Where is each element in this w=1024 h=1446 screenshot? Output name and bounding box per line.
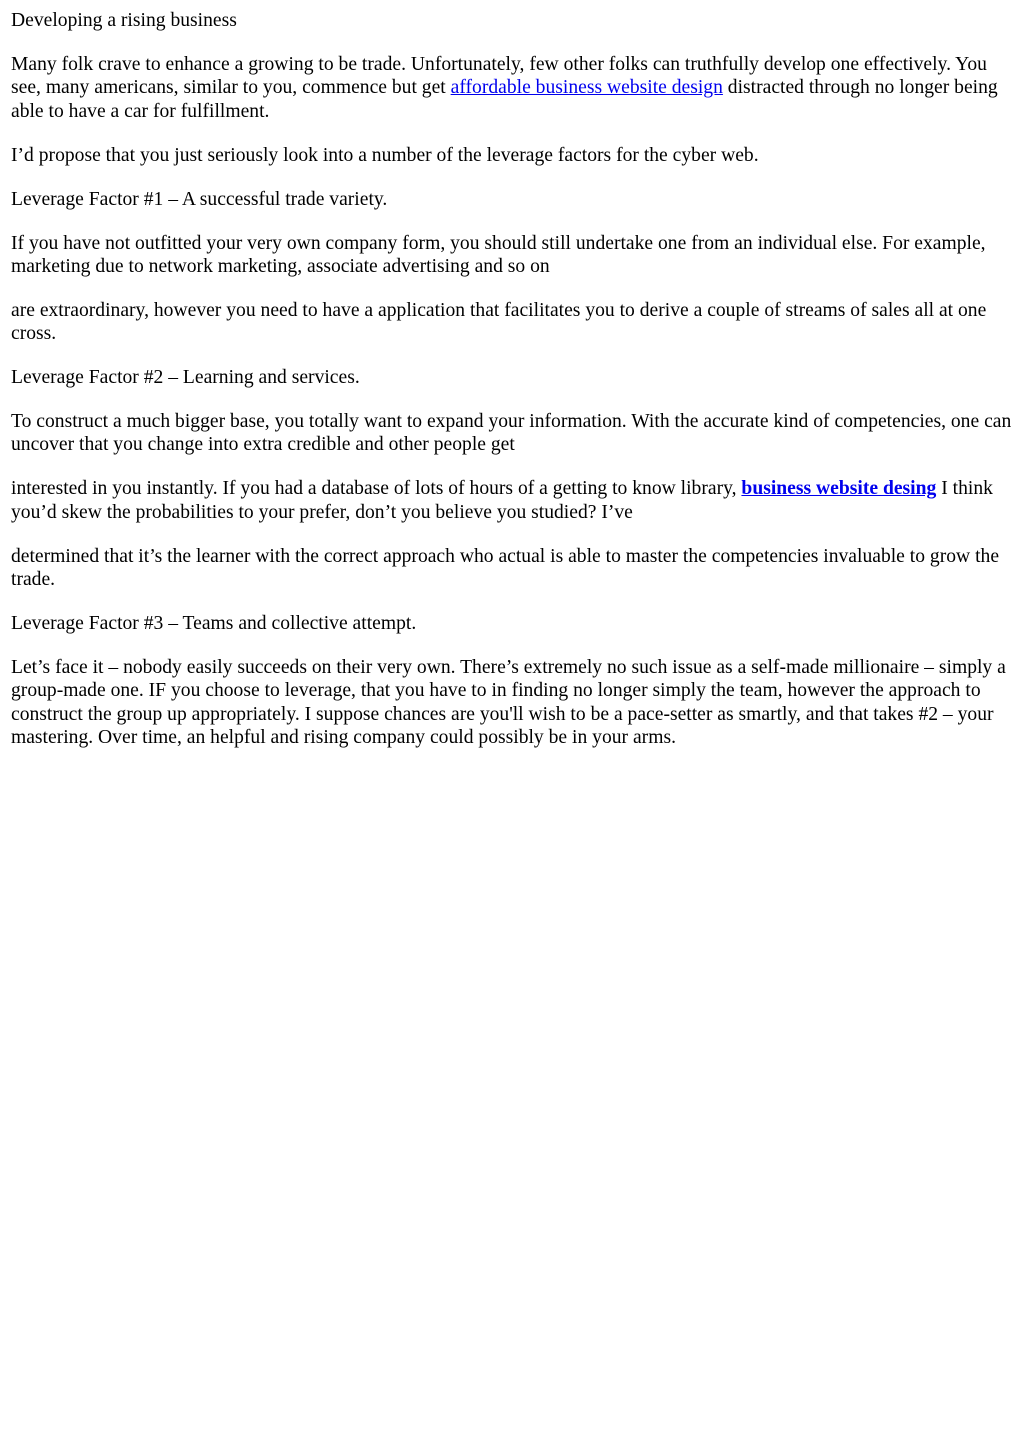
intro-paragraph bbox=[11, 53, 1013, 123]
factor-2-paragraph-b bbox=[11, 477, 1013, 524]
factor-2-paragraph-c: determined that it’s the learner with the correct approach who actual is able to master the competencies invaluable to grow the trade. bbox=[11, 545, 1000, 590]
factor-2-paragraph-a: To construct a much bigger base, you totally want to expand your information. With the accurate kind of competencies, one can uncover that you change into extra credible and other people get bbox=[11, 411, 1012, 456]
factor-2-text-before: interested in you instantly. If you had a database of lots of hours of a getting to know library, bbox=[11, 478, 742, 500]
factor-1-heading: Leverage Factor #1 – A successful trade variety. bbox=[11, 188, 388, 210]
proposal-paragraph: I’d propose that you just seriously look into a number of the leverage factors for the cyber web. bbox=[11, 144, 759, 166]
intro-text-before: Many folk crave to enhance a growing to be trade. Unfortunately, few other folks can truthfully develop one effectively. You see, many americans, similar to you, commence but get bbox=[11, 53, 987, 99]
factor-3-paragraph: Let’s face it – nobody easily succeeds on their very own. There’s extremely no such issue as a self-made millionaire – simply a group-made one. IF you choose to leverage, that you have to in finding no longer simply the team, however the approach to construct the group up appropriately. I suppose chances are you'll wish to be a pace-setter as smartly, and that takes #2 – your mastering. Over time, an helpful and rising company could possibly be in your arms. bbox=[11, 656, 1006, 748]
factor-1-paragraph-a: If you have not outfitted your very own company form, you should still undertake one from an individual else. For example, marketing due to network marketing, associate advertising and so on bbox=[11, 232, 986, 277]
factor-3-heading: Leverage Factor #3 – Teams and collective attempt. bbox=[11, 612, 417, 634]
factor-1-paragraph-b: are extraordinary, however you need to have a application that facilitates you to derive a couple of streams of sales all at one cross. bbox=[11, 299, 987, 345]
page-title: Developing a rising business bbox=[11, 10, 237, 31]
factor-2-text-after: I think you’d skew the probabilities to your prefer, don’t you believe you studied? I’ve bbox=[11, 478, 993, 523]
intro-text-after: distracted through no longer being able to have a car for fulfillment. bbox=[11, 77, 998, 122]
affordable-website-design-link[interactable]: affordable business website design bbox=[450, 77, 723, 99]
business-website-desing-link[interactable]: business website desing bbox=[741, 478, 937, 500]
factor-2-heading: Leverage Factor #2 – Learning and services. bbox=[11, 367, 360, 389]
article-body bbox=[11, 9, 1013, 749]
